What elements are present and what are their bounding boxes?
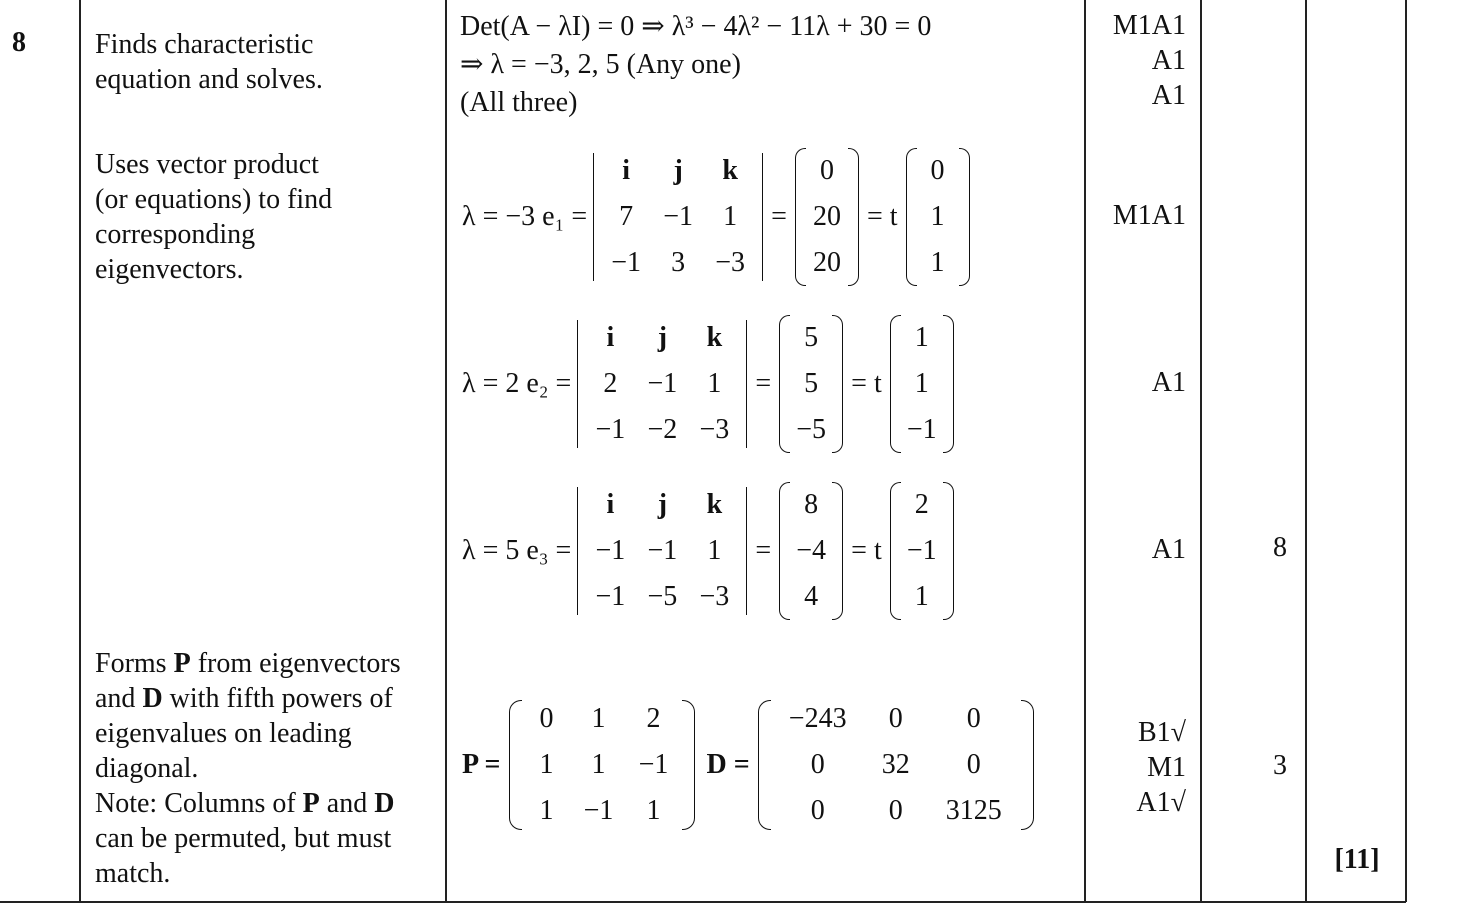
matrix-cell: 32	[881, 749, 910, 780]
matrix-cell: 1	[539, 749, 554, 780]
table-bottom-border	[0, 901, 1406, 903]
mark: B1√	[1137, 717, 1186, 748]
eigenvector-row-2	[462, 315, 960, 453]
matrix-cell: 3125	[945, 795, 1002, 826]
description-line: diagonal.	[95, 753, 199, 784]
mark: M1A1	[1112, 200, 1186, 231]
det-cell: −1	[611, 247, 642, 278]
det-cell: −2	[647, 414, 678, 445]
description-line: Forms P from eigenvectors	[95, 648, 401, 679]
equals-t: = t	[866, 201, 898, 232]
equals-sign: =	[771, 201, 787, 232]
determinant-2	[577, 320, 747, 448]
vector-entry: −5	[796, 414, 827, 445]
description-line: and D with fifth powers of	[95, 683, 393, 714]
matrix-cell: −243	[788, 703, 847, 734]
matrix-cell: 0	[810, 795, 825, 826]
eigenvector-3	[890, 482, 954, 620]
matrices-row	[462, 700, 1042, 830]
eigenvector-row-3	[462, 482, 960, 620]
column-divider	[1200, 0, 1202, 902]
det-cell: −1	[595, 535, 626, 566]
matrix-cell: 0	[810, 749, 825, 780]
mark: A1	[1151, 367, 1186, 398]
matrix-cell: 0	[888, 795, 903, 826]
vector-entry: −1	[906, 414, 937, 445]
det-cell: −3	[699, 581, 730, 612]
det-cell: j	[657, 489, 668, 520]
mark: M1	[1147, 752, 1186, 783]
eigenvector-1	[906, 148, 970, 286]
det-cell: k	[706, 322, 723, 353]
vector-entry: 1	[914, 368, 929, 399]
matrix-cell: −1	[583, 795, 614, 826]
description-line: eigenvalues on leading	[95, 718, 352, 749]
cross-product-3	[779, 482, 843, 620]
vector-entry: −1	[906, 535, 937, 566]
characteristic-equation: Det(A − λI) = 0 ⇒ λ³ − 4λ² − 11λ + 30 = 0	[460, 11, 932, 42]
vector-entry: 0	[819, 155, 834, 186]
matrix-cell: −1	[638, 749, 669, 780]
vector-entry: 1	[930, 201, 945, 232]
matrix-cell: 1	[591, 703, 606, 734]
det-cell: −3	[699, 414, 730, 445]
description-line: (or equations) to find	[95, 184, 333, 215]
mark: A1	[1151, 45, 1186, 76]
det-cell: −1	[663, 201, 694, 232]
det-cell: 1	[723, 201, 738, 232]
matrix-d	[758, 700, 1034, 830]
e3-label: λ = 5 e₃ =	[462, 535, 572, 566]
mark: M1A1	[1112, 10, 1186, 41]
matrix-cell: 0	[888, 703, 903, 734]
eigenvector-row-1	[462, 148, 976, 286]
matrix-cell: 0	[966, 749, 981, 780]
description-eigenvectors	[95, 147, 332, 287]
det-cell: −5	[647, 581, 678, 612]
determinant-3	[577, 487, 747, 615]
matrix-cell: 0	[539, 703, 554, 734]
description-line: match.	[95, 858, 171, 889]
equals-sign: =	[755, 535, 772, 566]
det-cell: 2	[603, 368, 618, 399]
description-line: Uses vector product	[95, 149, 319, 180]
determinant-1	[593, 153, 763, 281]
description-characteristic	[95, 27, 323, 97]
mark: A1	[1151, 80, 1186, 111]
vector-entry: 2	[914, 489, 929, 520]
vector-entry: 1	[914, 581, 929, 612]
det-cell: −1	[595, 414, 626, 445]
det-cell: j	[673, 155, 683, 186]
matrix-cell: 1	[591, 749, 606, 780]
det-cell: −1	[595, 581, 626, 612]
det-cell: −1	[647, 368, 678, 399]
matrix-cell: 1	[646, 795, 661, 826]
d-label: D =	[706, 749, 750, 780]
all-three-note: (All three)	[460, 87, 578, 118]
cross-product-2	[779, 315, 843, 453]
subtotal: 3	[1273, 750, 1287, 781]
mark: A1√	[1136, 787, 1186, 818]
cross-product-1	[795, 148, 859, 286]
column-divider	[1405, 0, 1407, 902]
vector-entry: 8	[804, 489, 819, 520]
description-line: corresponding	[95, 219, 256, 250]
vector-entry: 5	[804, 368, 819, 399]
question-total: [11]	[1334, 844, 1380, 875]
description-note: Note: Columns of P and D	[95, 788, 395, 819]
det-cell: k	[706, 489, 723, 520]
det-cell: −1	[647, 535, 678, 566]
description-line: eigenvectors.	[95, 254, 244, 285]
description-line: equation and solves.	[95, 64, 323, 95]
det-cell: −3	[715, 247, 746, 278]
vector-entry: 4	[804, 581, 819, 612]
vector-entry: 20	[812, 201, 841, 232]
description-line: Finds characteristic	[95, 29, 314, 60]
det-cell: 1	[707, 368, 722, 399]
vector-entry: 1	[930, 247, 945, 278]
det-cell: 1	[707, 535, 722, 566]
e2-label: λ = 2 e₂ =	[462, 368, 572, 399]
description-forms-p-d	[95, 646, 401, 891]
column-divider	[445, 0, 447, 902]
mark: A1	[1151, 534, 1186, 565]
matrix-cell: 2	[646, 703, 661, 734]
p-label: P =	[462, 749, 501, 780]
eigenvector-2	[890, 315, 954, 453]
det-cell: k	[722, 155, 738, 186]
vector-entry: 5	[804, 322, 819, 353]
equals-t: = t	[851, 368, 882, 399]
column-divider	[79, 0, 81, 902]
e1-label: λ = −3 e₁ =	[462, 201, 588, 232]
question-number: 8	[12, 27, 26, 58]
vector-entry: −4	[796, 535, 827, 566]
vector-entry: 0	[930, 155, 945, 186]
equals-t: = t	[851, 535, 882, 566]
eigenvalues-line: ⇒ λ = −3, 2, 5 (Any one)	[460, 49, 741, 80]
det-cell: i	[606, 489, 615, 520]
det-cell: 7	[619, 201, 634, 232]
description-line: can be permuted, but must	[95, 823, 392, 854]
det-cell: 3	[671, 247, 686, 278]
vector-entry: 1	[914, 322, 929, 353]
det-cell: i	[606, 322, 615, 353]
matrix-p	[509, 700, 695, 830]
subtotal: 8	[1273, 532, 1287, 563]
det-cell: i	[622, 155, 631, 186]
matrix-cell: 1	[539, 795, 554, 826]
matrix-cell: 0	[966, 703, 981, 734]
equals-sign: =	[755, 368, 772, 399]
det-cell: j	[657, 322, 668, 353]
vector-entry: 20	[812, 247, 841, 278]
